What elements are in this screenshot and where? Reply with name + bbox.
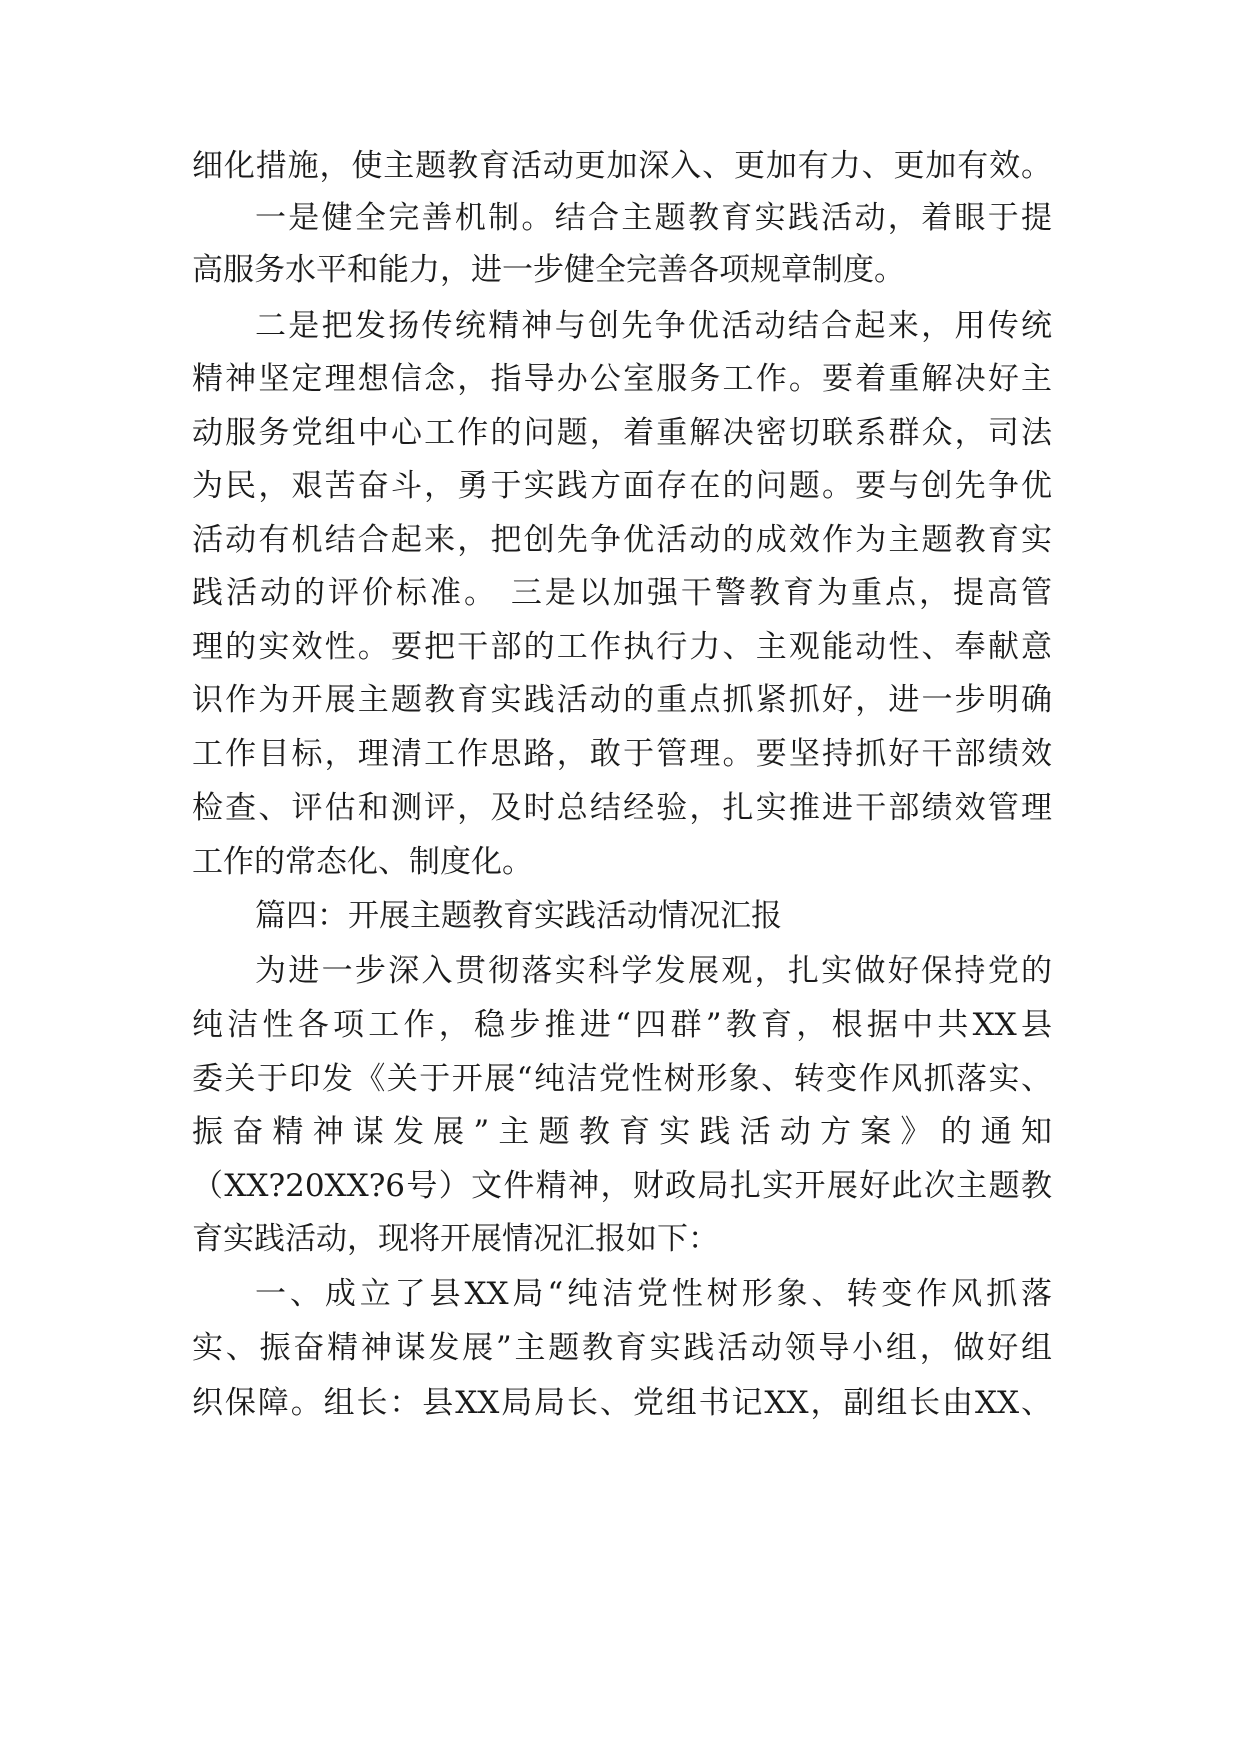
text-line: 织保障。组长：县XX局局长、党组书记XX，副组长由XX、	[192, 1385, 1052, 1421]
text-line: 一是健全完善机制。结合主题教育实践活动，着眼于提	[255, 200, 1052, 236]
text-line: 精神坚定理想信念，指导办公室服务工作。要着重解决好主	[192, 361, 1052, 397]
text-line: 细化措施，使主题教育活动更加深入、更加有力、更加有效。	[192, 148, 1052, 184]
text-line: 实、振奋精神谋发展”主题教育实践活动领导小组，做好组	[192, 1330, 1052, 1366]
text-line: 育实践活动，现将开展情况汇报如下：	[192, 1221, 719, 1257]
text-line: 活动有机结合起来，把创先争优活动的成效作为主题教育实	[192, 522, 1052, 558]
text-line: 践活动的评价标准。 三是以加强干警教育为重点，提高管	[192, 575, 1052, 611]
text-line: 识作为开展主题教育实践活动的重点抓紧抓好，进一步明确	[192, 682, 1052, 718]
text-line: 工作目标，理清工作思路，敢于管理。要坚持抓好干部绩效	[192, 736, 1052, 772]
text-line: 动服务党组中心工作的问题，着重解决密切联系群众，司法	[192, 415, 1052, 451]
text-line: 高服务水平和能力，进一步健全完善各项规章制度。	[192, 252, 905, 288]
text-line: 为进一步深入贯彻落实科学发展观，扎实做好保持党的	[255, 953, 1052, 989]
section-heading: 篇四：开展主题教育实践活动情况汇报	[255, 898, 782, 934]
text-line: 检查、评估和测评，及时总结经验，扎实推进干部绩效管理	[192, 790, 1052, 826]
text-line: 振奋精神谋发展”主题教育实践活动方案》的通知	[192, 1114, 1052, 1150]
text-line: 纯洁性各项工作，稳步推进“四群”教育，根据中共XX县	[192, 1007, 1052, 1043]
text-line: （XX?20XX?6号）文件精神，财政局扎实开展好此次主题教	[192, 1168, 1052, 1204]
text-line: 为民，艰苦奋斗，勇于实践方面存在的问题。要与创先争优	[192, 468, 1052, 504]
text-line: 工作的常态化、制度化。	[192, 844, 533, 880]
text-line: 一、成立了县XX局“纯洁党性树形象、转变作风抓落	[255, 1276, 1052, 1312]
text-line: 委关于印发《关于开展“纯洁党性树形象、转变作风抓落实、	[192, 1061, 1052, 1097]
text-line: 理的实效性。要把干部的工作执行力、主观能动性、奉献意	[192, 629, 1052, 665]
text-line: 二是把发扬传统精神与创先争优活动结合起来，用传统	[255, 308, 1052, 344]
